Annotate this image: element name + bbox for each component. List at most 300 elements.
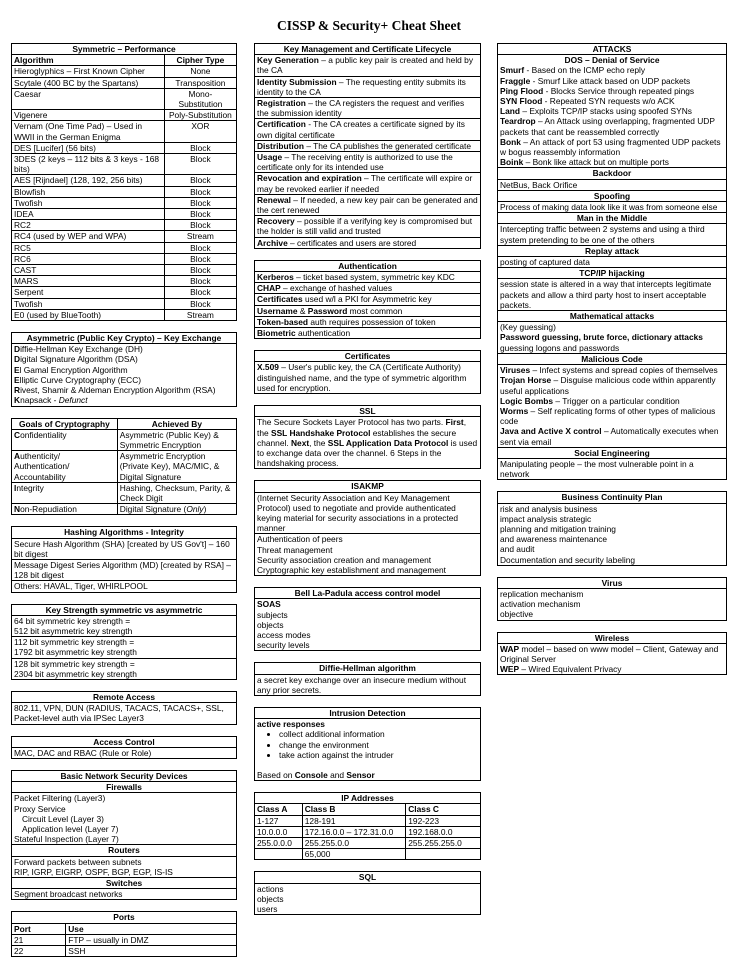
switches-subtitle: Switches [12,878,236,889]
list-item: users [257,904,278,915]
virus-title: Virus [498,578,726,589]
access-control-title: Access Control [12,737,236,748]
list-item [255,272,480,283]
list-item-desc: – Bonk like attack but on multiple ports [523,157,669,168]
ids-head: active responses [257,719,325,730]
intrusion-detection-box [254,707,481,781]
ip-cell: 128-191 [302,815,406,826]
list-item-term: Distribution [257,140,304,151]
list-item-term: Fraggle [500,75,531,86]
table-row [12,175,236,186]
list-item [12,354,236,364]
fw-item: Stateful Inspection (Layer 7) [12,834,236,845]
table-row [12,298,236,309]
remote-access-text: 802.11, VPN, DUN (RADIUS, TACACS, TACACS+, SSL, Packet-level auth via IPSec Layer3 [14,703,224,724]
col-header-use: Use [66,924,236,935]
social-subtitle: Social Engineering [498,448,726,459]
network-devices-box [11,770,237,900]
routers-subtitle: Routers [12,845,236,856]
spoofing-text: Process of making data look like it was from someone else [498,202,726,213]
certificates-text: X.509 – User's public key, the CA (Certificate Authority) distinguished name, and the type of symmetric algorithm used for encryption. [257,362,467,393]
goal-text: ntegrity [16,482,44,493]
algorithm-cell: Caesar [12,88,164,109]
algorithm-cell: Scytale (400 BC by the Spartans) [12,77,164,88]
item-text: ivest, Shamir & Aldeman Encryption Algorithm (RSA) [20,385,216,396]
ssl-title: SSL [255,406,480,417]
asymmetric-box [11,332,237,406]
list-item-term: Ping Flood [500,85,544,96]
table-row [12,482,236,503]
list-item [255,238,480,248]
achieved-by-cell [117,504,236,515]
table-row [12,451,236,483]
table-row [12,946,236,957]
list-item-term: Kerberos [257,272,294,283]
list-item [498,644,726,664]
col-header-class-a: Class A [255,804,302,815]
list-item [12,637,236,658]
fw-subitem: Circuit Level (Layer 3) [22,813,104,824]
key-strength-line: 112 bit symmetric key strength = [14,637,135,648]
list-item [498,116,726,136]
symmetric-performance-box [11,43,237,321]
list-item-term: Recovery [257,216,295,227]
cipher-type-cell: Block [164,209,236,220]
list-item-term: WEP [500,664,520,675]
column-1 [11,43,237,968]
key-strength-line: 512 bit asymmetric key strength [14,625,133,636]
list-item [498,65,726,75]
key-strength-line: 128 bit symmetric key strength = [14,658,135,669]
list-item [498,137,726,157]
achieved-text: Asymmetric (Public Key) & Symmetric Encryption [119,429,219,450]
initial-letter: K [14,395,21,406]
intrusion-detection-title: Intrusion Detection [255,708,480,719]
algorithm-cell: IDEA [12,209,164,220]
list-item: Threat management [257,544,333,555]
list-item [12,365,236,375]
cipher-type-cell: Mono-Substitution [164,88,236,109]
router-item: Forward packets between subnets [14,856,142,867]
table-row [12,934,236,945]
list-item [498,106,726,116]
password-text: guessing logons and passwords [498,343,726,354]
achieved-text: Digital Signature ( [119,504,187,515]
cipher-type-cell: Block [164,298,236,309]
bell-lapadula-title: Bell La-Padula access control model [255,588,480,599]
cipher-type-cell: Transposition [164,77,236,88]
bell-lapadula-box [254,587,481,651]
algorithm-cell: 3DES (2 keys – 112 bits & 3 keys - 168 bits) [12,154,164,175]
port-cell: 22 [12,946,66,957]
password-subtitle: Password guessing, brute force, dictionary attacks [500,332,703,343]
algorithm-cell: Twofish [12,197,164,208]
mitm-text: Intercepting traffic between 2 systems and using a third system pretending to be one of the others [498,224,726,245]
table-row [12,186,236,197]
ip-cell: 10.0.0.0 [255,826,302,837]
bell-head: SOAS [257,599,281,610]
list-item-term2: Password [307,305,348,316]
list-item [255,216,480,237]
list-item-desc: – Wired Equivalent Privacy [519,664,622,675]
list-item: objective [500,609,534,620]
list-item-term: Key Generation [257,55,319,66]
isakmp-box [254,480,481,576]
diffie-hellman-title: Diffie-Hellman algorithm [255,663,480,674]
goals-box [11,418,237,516]
list-item: activation mechanism [500,599,581,610]
list-item [255,77,480,98]
bcp-box [497,491,727,565]
use-cell: SSH [66,946,236,957]
goal-cell [12,451,117,483]
list-item-desc: – The certificate will expire or may be revoked earlier if needed [257,173,473,194]
list-item-desc2: most common [347,305,403,316]
mitm-subtitle: Man in the Middle [498,213,726,224]
table-row [12,287,236,298]
algorithm-cell: CAST [12,265,164,276]
symmetric-title: Symmetric – Performance [12,44,236,55]
list-item-desc: – the CA registers the request and verifies the submission identity [257,98,465,119]
list-item-desc: - Smurf Like attack based on UDP packets [530,75,691,86]
list-item-term: Renewal [257,194,291,205]
sql-box [254,871,481,915]
list-item-term: Archive [257,237,288,248]
list-item: replication mechanism [500,588,584,599]
firewalls-subtitle: Firewalls [12,782,236,793]
list-item [255,294,480,305]
list-item: • take action against the intruder [279,750,480,760]
list-item [498,365,726,375]
fw-item: Proxy Service [14,803,66,814]
tcp-hijack-subtitle: TCP/IP hijacking [498,268,726,279]
list-item: access modes [257,629,311,640]
ip-cell: 65,000 [302,849,406,860]
algorithm-cell: Serpent [12,287,164,298]
social-text: Manipulating people – the most vulnerable point in a network [500,458,694,480]
ids-footer: Based on Console and Sensor [257,769,375,780]
list-item-term: Teardrop [500,116,536,127]
list-item-term: SYN Flood [500,96,543,107]
backdoor-text: NetBus, Back Orifice [498,180,726,191]
list-item: objects [257,619,284,630]
column-2 [254,43,481,926]
algorithm-cell: Blowfish [12,186,164,197]
table-row [12,110,236,121]
list-item-term: Logic Bombs [500,395,554,406]
key-management-title: Key Management and Certificate Lifecycle [255,44,480,55]
key-strength-box [11,604,237,680]
item-emphasis: Defunct [58,395,88,406]
list-item-term: Java and Active X control [500,426,602,437]
list-item-term: Viruses [500,365,531,376]
cipher-type-cell: Block [164,242,236,253]
list-item [498,76,726,86]
ids-list [255,729,480,760]
list-item-desc: – Trigger on a particular condition [553,395,680,406]
list-item: Authentication of peers [257,534,343,545]
list-item: actions [257,883,284,894]
list-item-term: Certification [257,119,306,130]
list-item-term: Token-based [257,316,309,327]
list-item-term: WAP [500,643,520,654]
list-item-term: Trojan Horse [500,375,552,386]
list-item [12,344,236,354]
table-row [255,826,480,837]
list-item [498,96,726,106]
list-item: Security association creation and management [257,554,432,565]
algorithm-cell: DES [Lucifer] (56 bits) [12,142,164,153]
list-item: • change the environment [279,740,480,750]
table-row [12,220,236,231]
cipher-type-cell: Stream [164,309,236,320]
list-item-desc: – Infect systems and spread copies of themselves [530,365,718,376]
access-control-text: MAC, DAC and RBAC (Rule or Role) [14,747,152,758]
ip-table [255,804,480,859]
item-text: napsack - [20,395,59,406]
col-header-achieved-by: Achieved By [117,419,236,430]
list-item: Message Digest Series Algorithm (MD) [created by RSA] – 128 bit digest [12,560,236,581]
list-item-term: Username [257,305,298,316]
table-row [12,142,236,153]
table-row [12,154,236,175]
ip-cell: 255.255.255.0 [406,838,480,849]
ports-table [12,924,236,957]
list-item-desc: – Automatically executes when sent via email [500,426,719,447]
replay-text: posting of captured data [498,257,726,268]
table-row [12,253,236,264]
certificates-title: Certificates [255,351,480,362]
list-item-desc: - Based on the ICMP echo reply [524,65,646,76]
isakmp-title: ISAKMP [255,481,480,492]
list-item-term: Boink [500,157,524,168]
algorithm-cell: RC6 [12,253,164,264]
ip-cell: 255.255.0.0 [302,838,406,849]
item-text: l Gamal Encryption Algorithm [19,364,128,375]
initial-letter: I [14,482,17,493]
algorithm-cell: E0 (used by BlueTooth) [12,309,164,320]
ip-addresses-title: IP Addresses [255,793,480,804]
list-item-desc: – certificates and users are stored [287,237,417,248]
list-item [498,86,726,96]
achieved-emphasis: Only [186,504,204,515]
table-row [12,276,236,287]
table-row [12,231,236,242]
goal-cell [12,429,117,450]
table-row [12,265,236,276]
key-strength-title: Key Strength symmetric vs asymmetric [12,605,236,616]
list-item-term: Revocation and expiration [257,173,362,184]
list-item-term: CHAP [257,283,281,294]
table-row [12,77,236,88]
list-item-desc: model – based on www model – Client, Gateway and Original Server [500,643,719,664]
ssl-text: The Secure Sockets Layer Protocol has two parts. First, the SSL Handshake Protocol establishes the secure channel. Next, the SSL Application Data Protocol is used to exchange data over the channel. 6 Steps in the handshaking process. [257,417,478,469]
ip-addresses-box [254,792,481,860]
initial-letter: E [14,374,20,385]
initial-letter: N [14,504,21,515]
list-item-term: Registration [257,98,306,109]
virus-box [497,577,727,621]
wireless-title: Wireless [498,633,726,644]
col-header-port: Port [12,924,66,935]
algorithm-cell: RC2 [12,220,164,231]
list-item [12,375,236,385]
algorithm-cell: MARS [12,276,164,287]
math-subtitle: Mathematical attacks [498,311,726,322]
list-item-desc: – The requesting entity submits its identity to the CA [257,76,466,97]
col-header-goals: Goals of Cryptography [12,419,117,430]
isakmp-desc: (Internet Security Association and Key Management Protocol) used to negotiate and provide authenticated keying material for security associations in a protected manner [255,493,480,535]
cipher-type-cell: Block [164,186,236,197]
list-item-desc: – exchange of hashed values [280,283,393,294]
achieved-by-cell [117,451,236,483]
hashing-box [11,526,237,592]
page-title: CISSP & Security+ Cheat Sheet [277,18,461,33]
list-item: Documentation and security labeling [500,554,636,565]
remote-access-box [11,691,237,725]
list-item [255,173,480,194]
list-item-term: Biometric [257,328,296,339]
initial-letter: D [14,344,21,355]
table-row [12,88,236,109]
list-item-desc: – a public key pair is created and held by the CA [257,55,474,76]
wireless-box [497,632,727,676]
ip-cell: 192-223 [406,815,480,826]
authentication-title: Authentication [255,261,480,272]
table-row [12,504,236,515]
list-item [498,396,726,406]
math-text: (Key guessing) [500,322,556,333]
list-item [255,317,480,328]
list-item-desc: – An attack of port 53 using fragmented UDP packets w bogus reassembly information [500,136,721,158]
fw-item: Packet Filtering (Layer3) [14,793,106,804]
list-item: Others: HAVAL, Tiger, WHIRLPOOL [14,581,148,592]
ssl-box [254,405,481,469]
list-item [12,395,236,405]
list-item-desc: – possible if a verifying key is compromised but the holder is still valid and trusted [257,216,473,237]
diffie-hellman-text: a secret key exchange over an insecure medium without any prior secrets. [257,674,467,695]
list-item-desc: & [297,305,308,316]
cipher-type-cell: Block [164,253,236,264]
list-item [255,195,480,216]
algorithm-cell: Hieroglyphics – First Known Cipher [12,66,164,77]
list-item-desc: – The receiving entity is authorized to use the certificate only for its intended use [257,152,453,173]
cipher-type-cell: Block [164,220,236,231]
remote-access-title: Remote Access [12,692,236,703]
list-item [255,98,480,119]
list-item [255,55,480,76]
list-item [498,406,726,426]
malicious-subtitle: Malicious Code [498,354,726,365]
achieved-text: Hashing, Checksum, Parity, & Check Digit [119,482,231,503]
list-item-desc: - Repeated SYN requests w/o ACK [542,96,675,107]
goal-text: uthenticity/ Authentication/ Accountability [14,451,70,482]
switch-item: Segment broadcast networks [14,889,123,900]
list-item [255,119,480,140]
cipher-type-cell: XOR [164,121,236,142]
algorithm-cell: RC4 (used by WEP and WPA) [12,231,164,242]
list-item [12,659,236,679]
spoofing-subtitle: Spoofing [498,191,726,202]
use-cell: FTP – usually in DMZ [66,934,236,945]
port-cell: 21 [12,934,66,945]
table-row [255,815,480,826]
list-item-term: Land [500,106,521,117]
list-item-desc: – ticket based system, symmetric key KDC [293,272,455,283]
list-item-term: Bonk [500,136,521,147]
list-item-desc: auth requires possession of token [308,316,436,327]
table-row [255,849,480,860]
ip-cell [255,849,302,860]
column-3 [497,43,727,686]
goal-text: on-Repudiation [20,504,77,515]
key-management-box [254,43,481,249]
attacks-title: ATTACKS [498,44,726,55]
list-item [498,375,726,395]
col-header-class-c: Class C [406,804,480,815]
asymmetric-list [12,344,236,405]
list-item [255,152,480,173]
fw-subitem: Application level (Layer 7) [22,824,119,834]
symmetric-table [12,55,236,320]
list-item [498,426,726,446]
item-text: iffie-Hellman Key Exchange (DH) [20,344,143,355]
table-row [12,197,236,208]
list-item-desc: – Disguise malicious code within apparently useful applications [500,375,716,396]
col-header-cipher-type: Cipher Type [164,55,236,66]
ports-title: Ports [12,912,236,923]
cipher-type-cell: Block [164,154,236,175]
list-item: Cryptographic key establishment and management [257,564,447,575]
algorithm-cell: Vigenere [12,110,164,121]
ip-cell: 172.16.0.0 – 172.31.0.0 [302,826,406,837]
goal-cell [12,482,117,503]
list-item: Secure Hash Algorithm (SHA) [created by US Gov't] – 160 bit digest [12,539,236,560]
algorithm-cell: Twofish [12,298,164,309]
list-item-term: Worms [500,405,529,416]
cipher-type-cell: Block [164,175,236,186]
achieved-by-cell [117,482,236,503]
list-item: and awareness maintenance [500,534,608,545]
item-text: lliptic Curve Cryptography (ECC) [19,374,142,385]
list-item-desc: – Self replicating forms of other types of malicious code [500,405,716,427]
network-devices-title: Basic Network Security Devices [12,771,236,782]
authentication-box [254,260,481,339]
certificates-box [254,350,481,394]
achieved-tail: ) [203,504,207,515]
list-item [498,664,726,674]
access-control-box [11,736,237,759]
goal-cell [12,504,117,515]
cipher-type-cell: Stream [164,231,236,242]
table-row [255,838,480,849]
initial-letter: E [14,364,20,375]
list-item-term: Certificates [257,294,303,305]
ip-cell: 255.0.0.0 [255,838,302,849]
goals-table [12,419,236,515]
achieved-by-cell [117,429,236,450]
list-item-desc: – An Attack using overlapping, fragmented UDP packets that cant be reassembled correctly [500,116,715,137]
list-item [255,283,480,294]
list-item: and audit [500,544,535,555]
list-item: impact analysis strategic [500,513,592,524]
col-header-class-b: Class B [302,804,406,815]
list-item-desc: – The CA publishes the generated certificate [304,140,471,151]
bcp-title: Business Continuity Plan [498,492,726,503]
backdoor-subtitle: Backdoor [498,168,726,179]
list-item-desc: – Exploits TCP/IP stacks using spoofed SYNs [520,106,692,117]
initial-letter: R [14,385,21,396]
